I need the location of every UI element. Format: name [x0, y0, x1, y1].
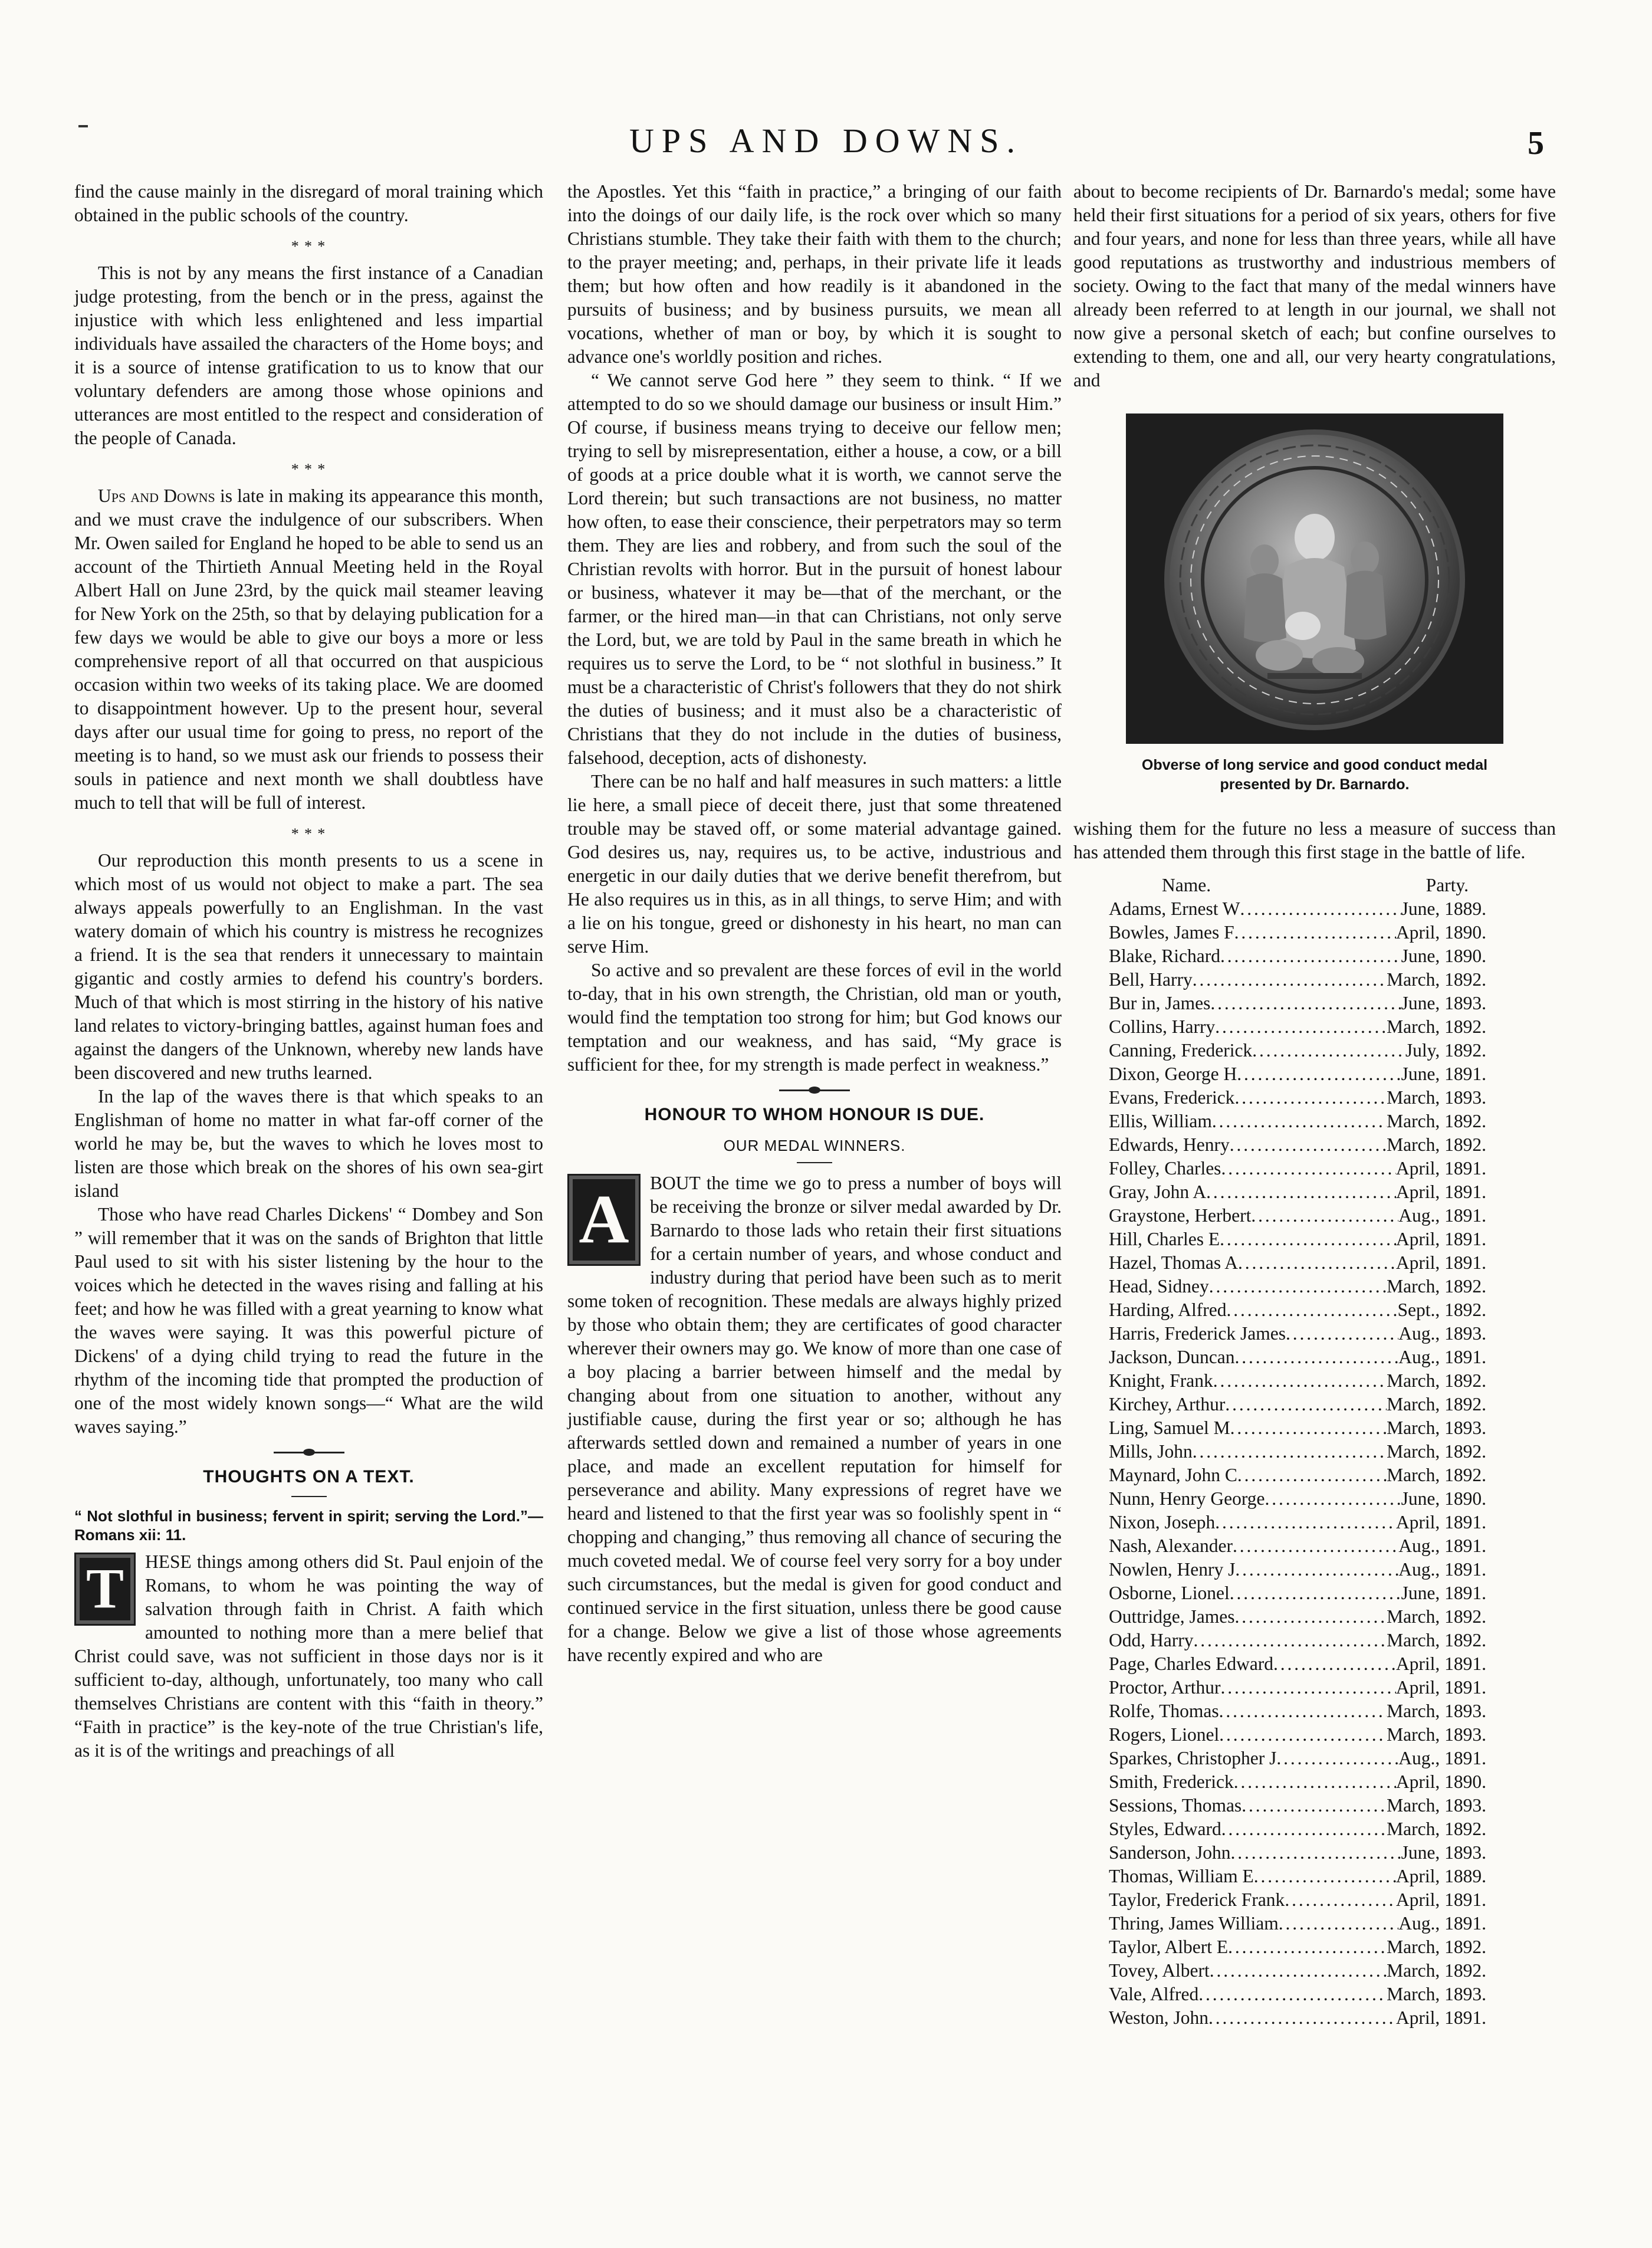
list-item	[1109, 1983, 1486, 2006]
winner-name: Adams, Ernest W	[1109, 898, 1240, 919]
leader-dots	[1237, 1463, 1387, 1487]
list-item	[1109, 1251, 1486, 1275]
winner-name: Nash, Alexander	[1109, 1535, 1233, 1556]
winner-name: Head, Sidney	[1109, 1276, 1209, 1297]
list-item	[1109, 1629, 1486, 1652]
leader-dots	[1221, 1817, 1387, 1841]
winner-name: Weston, John	[1109, 2007, 1208, 2028]
paragraph: find the cause mainly in the disregard of moral training which obtained in the public schools of the country.	[74, 181, 543, 225]
winner-name: Gray, John A	[1109, 1182, 1207, 1202]
winner-name: Edwards, Henry	[1109, 1134, 1230, 1155]
leader-dots	[1234, 1605, 1387, 1629]
winner-party: March, 1892.	[1387, 969, 1486, 990]
paragraph: In the lap of the waves there is that which speaks to an Englishman of home no matter in what far-off corner of the world he may be, but the waves to which he loves most to listen are those which break on the shores of his own sea-girt island	[74, 1086, 543, 1201]
list-item	[1109, 1463, 1486, 1487]
list-item	[1109, 1416, 1486, 1440]
list-item	[1109, 1581, 1486, 1605]
paragraph	[74, 484, 543, 815]
journal-title: UPS AND DOWNS.	[629, 122, 1023, 160]
divider	[797, 1162, 832, 1163]
winner-party: Aug., 1891.	[1398, 1913, 1486, 1934]
paragraph: There can be no half and half measures in such matters: a little lie here, a small piece of deceit there, just that some threatened trouble may be staved off, or some material advantage gained. God desires us, nay, requires us, to be active, industrious and energetic in our daily duties that we derive benefit therefrom, but He also requires us in this, as in all things, to serve Him; and with a lie on his tongue, greed or dishonesty in his heart, no man can serve Him.	[567, 771, 1062, 957]
paragraph: HESE things among others did St. Paul enjoin of the Romans, to whom he was pointing the way of salvation through faith in Christ. A faith which amounted to nothing more than a mere belief that Christ could save, was not sufficient in those days nor is it sufficient to-day, although, unfortunately, too many who call themselves Christians are content with this “faith in theory.” “Faith in practice” is the key-note of the true Christian's life, as it is of the writings and preachings of all	[74, 1551, 543, 1761]
winner-name: Rolfe, Thomas	[1109, 1701, 1219, 1721]
winner-party: March, 1892.	[1387, 1937, 1486, 1957]
list-item	[1109, 1440, 1486, 1463]
journal-name: Ups and Downs	[98, 485, 215, 506]
list-item	[1109, 1204, 1486, 1228]
section-separator: * * *	[291, 825, 327, 842]
winner-name: Ling, Samuel M	[1109, 1417, 1230, 1438]
winner-party: March, 1892.	[1387, 1819, 1486, 1839]
winner-party: Aug., 1891.	[1398, 1535, 1486, 1556]
winner-name: Folley, Charles	[1109, 1158, 1221, 1179]
winner-party: April, 1891.	[1395, 1889, 1486, 1910]
leader-dots	[1210, 1959, 1387, 1983]
winner-name: Outtridge, James	[1109, 1606, 1235, 1627]
winner-party: June, 1891.	[1401, 1064, 1486, 1084]
list-item	[1109, 1723, 1486, 1747]
leader-dots	[1234, 1086, 1387, 1110]
medal-illustration	[1126, 413, 1503, 744]
column-header-party: Party.	[1426, 875, 1469, 895]
list-item	[1109, 1180, 1486, 1204]
winner-name: Blake, Richard	[1109, 946, 1220, 966]
list-item	[1109, 1157, 1486, 1180]
leader-dots	[1240, 897, 1401, 921]
list-item	[1109, 897, 1486, 921]
winner-party: Aug., 1891.	[1398, 1205, 1486, 1226]
ornamental-rule	[779, 1089, 850, 1091]
winner-party: April, 1891.	[1395, 1252, 1486, 1273]
winner-name: Graystone, Herbert	[1109, 1205, 1252, 1226]
section-separator: * * *	[291, 461, 327, 478]
list-item	[1109, 1133, 1486, 1157]
winner-name: Odd, Harry	[1109, 1630, 1194, 1650]
list-item	[1109, 1039, 1486, 1062]
paragraph: wishing them for the future no less a measure of success than has attended them through this first stage in the battle of life.	[1073, 818, 1556, 862]
page-number: 5	[1528, 125, 1544, 162]
winner-name: Tovey, Albert	[1109, 1960, 1210, 1981]
list-item	[1109, 1015, 1486, 1039]
winner-party: April, 1891.	[1395, 1512, 1486, 1532]
leader-dots	[1219, 1699, 1387, 1723]
leader-dots	[1252, 1039, 1405, 1062]
winner-party: Aug., 1893.	[1398, 1323, 1486, 1344]
leader-dots	[1230, 1416, 1387, 1440]
winner-party: July, 1892.	[1405, 1040, 1486, 1061]
list-item	[1109, 1794, 1486, 1817]
list-item	[1109, 1322, 1486, 1345]
leader-dots	[1230, 1133, 1387, 1157]
winner-party: June, 1889.	[1401, 898, 1486, 919]
list-item	[1109, 921, 1486, 944]
list-item	[1109, 1511, 1486, 1534]
ornamental-rule	[274, 1452, 344, 1453]
winner-party: March, 1893.	[1387, 1417, 1486, 1438]
winner-party: March, 1892.	[1387, 1370, 1486, 1391]
winner-name: Evans, Frederick	[1109, 1087, 1235, 1108]
winner-name: Bur in, James	[1109, 993, 1211, 1013]
masthead	[0, 121, 1652, 168]
winner-name: Hazel, Thomas A	[1109, 1252, 1238, 1273]
leader-dots	[1235, 1558, 1398, 1581]
winner-name: Bell, Harry	[1109, 969, 1193, 990]
drop-cap: T	[74, 1553, 136, 1626]
list-item	[1109, 1676, 1486, 1699]
paragraph: Our reproduction this month presents to us a scene in which most of us would not object to make a part. The sea always appeals powerfully to an Englishman. In the vast watery domain of which his country is mistress he recognizes a friend. It is the sea that renders it unnecessary to maintain gigantic and costly armies to defend his country's borders. Much of that which is most stirring in the history of his native land relates to victory-bringing battles, against human foes and against the dangers of the Unknown, whereby new lands have been discovered and new truths learned.	[74, 850, 543, 1083]
winner-name: Sessions, Thomas	[1109, 1795, 1242, 1816]
leader-dots	[1285, 1888, 1396, 1912]
list-header	[1162, 874, 1492, 897]
winner-name: Vale, Alfred	[1109, 1984, 1199, 2004]
winner-party: April, 1891.	[1395, 2007, 1486, 2028]
winner-party: March, 1892.	[1387, 1630, 1486, 1650]
winner-party: April, 1890.	[1395, 922, 1486, 943]
winner-party: March, 1893.	[1387, 1087, 1486, 1108]
leader-dots	[1208, 2006, 1396, 2030]
drop-cap: A	[567, 1174, 641, 1266]
winner-party: March, 1892.	[1387, 1016, 1486, 1037]
winner-party: April, 1890.	[1395, 1771, 1486, 1792]
winner-party: April, 1891.	[1395, 1158, 1486, 1179]
winner-name: Nowlen, Henry J	[1109, 1559, 1236, 1580]
leader-dots	[1198, 1983, 1387, 2006]
winner-name: Taylor, Frederick Frank	[1109, 1889, 1285, 1910]
paragraph: Those who have read Charles Dickens' “ Dombey and Son ” will remember that it was on the sands of Brighton that little Paul used to sit with his sister listening by the hour to the voices which he detected in the waves rising and falling at his feet; and how he was filled with a great yearning to know what the waves were saying. It was this powerful picture of Dickens' of a dying child trying to read the future in the rhythm of the incoming tide that prompted the production of one of the most widely known songs—“ What are the wild waves saying.”	[74, 1204, 543, 1437]
list-item	[1109, 1817, 1486, 1841]
leader-dots	[1213, 1369, 1387, 1393]
winner-party: March, 1893.	[1387, 1701, 1486, 1721]
column-middle	[567, 180, 1062, 1667]
winner-name: Smith, Frederick	[1109, 1771, 1234, 1792]
divider	[291, 1496, 327, 1497]
winner-name: Styles, Edward	[1109, 1819, 1221, 1839]
list-item	[1109, 1086, 1486, 1110]
winner-name: Nunn, Henry George	[1109, 1488, 1265, 1509]
list-item	[1109, 1534, 1486, 1558]
leader-dots	[1220, 1228, 1396, 1251]
leader-dots	[1215, 1015, 1387, 1039]
winner-party: Aug., 1891.	[1398, 1559, 1486, 1580]
list-item	[1109, 1298, 1486, 1322]
winner-name: Jackson, Duncan	[1109, 1347, 1235, 1367]
winner-party: March, 1892.	[1387, 1441, 1486, 1462]
winner-party: March, 1893.	[1387, 1984, 1486, 2004]
leader-dots	[1221, 1157, 1395, 1180]
winner-name: Sanderson, John	[1109, 1842, 1231, 1863]
list-item	[1109, 1275, 1486, 1298]
paragraph-text: is late in making its appearance this month, and we must crave the indulgence of our subscribers. When Mr. Owen sailed for England he hoped to be able to send us an account of the Thirtieth Annual Meeting held in the Royal Albert Hall on June 23rd, by the quick mail steamer leaving for New York on the 25th, so that by delaying publication for a few days we would be able to give our boys a more or less comprehensive report of all that occurred on that auspicious occasion within two weeks of its taking place. We are doomed to disappointment however. Up to the present hour, several days after our usual time for going to press, no report of the meeting is to hand, so we must ask our friends to possess their souls in patience and next month we shall doubtless have much to tell that will be full of interest.	[74, 485, 543, 813]
winner-name: Page, Charles Edward	[1109, 1653, 1274, 1674]
list-item	[1109, 1110, 1486, 1133]
list-item	[1109, 992, 1486, 1015]
winner-name: Hill, Charles E	[1109, 1229, 1220, 1249]
medal-figure	[1126, 413, 1503, 795]
leader-dots	[1193, 1440, 1387, 1463]
winner-party: March, 1892.	[1387, 1111, 1486, 1131]
article-subheading: OUR MEDAL WINNERS.	[723, 1137, 906, 1154]
winner-name: Thring, James William	[1109, 1913, 1279, 1934]
epigraph: “ Not slothful in business; fervent in spirit; serving the Lord.”—Romans xii: 11.	[74, 1507, 543, 1544]
winner-name: Proctor, Arthur	[1109, 1677, 1221, 1698]
column-right	[1073, 180, 1556, 2030]
list-item	[1109, 1770, 1486, 1794]
leader-dots	[1286, 1322, 1398, 1345]
leader-dots	[1233, 1534, 1398, 1558]
leader-dots	[1231, 1841, 1401, 1865]
winner-party: June, 1893.	[1401, 1842, 1486, 1863]
list-item	[1109, 1487, 1486, 1511]
paragraph: This is not by any means the first instance of a Canadian judge protesting, from the bench or in the press, against the injustice with which less enlightened and less impartial individuals have assailed the characters of the Home boys; and it is a source of intense gratification to us to know that our voluntary defenders are among those whose opinions and utterances are most entitled to the respect and consideration of the people of Canada.	[74, 262, 543, 448]
leader-dots	[1234, 1345, 1398, 1369]
winner-party: Sept., 1892.	[1397, 1299, 1486, 1320]
leader-dots	[1238, 1251, 1396, 1275]
leader-dots	[1265, 1487, 1401, 1511]
winner-name: Mills, John	[1109, 1441, 1193, 1462]
winner-party: March, 1892.	[1387, 1394, 1486, 1415]
list-item	[1109, 1345, 1486, 1369]
list-item	[1109, 968, 1486, 992]
paragraph: So active and so prevalent are these forces of evil in the world to-day, that in his own strength, the Christian, old man or youth, would find the temptation too strong for him; but God knows our temptation and our weakness, and has said, “My grace is sufficient for thee, for my strength is made perfect in weakness.”	[567, 960, 1062, 1075]
winner-party: April, 1891.	[1395, 1182, 1486, 1202]
list-item	[1109, 1605, 1486, 1629]
winner-party: March, 1893.	[1387, 1724, 1486, 1745]
winner-name: Maynard, John C	[1109, 1465, 1237, 1485]
article-heading: HONOUR TO WHOM HONOUR IS DUE.	[644, 1105, 985, 1124]
list-item	[1109, 1912, 1486, 1935]
leader-dots	[1219, 1723, 1387, 1747]
winner-name: Harding, Alfred	[1109, 1299, 1227, 1320]
winner-party: Aug., 1891.	[1398, 1748, 1486, 1768]
column-header-name: Name.	[1162, 875, 1211, 895]
winner-party: June, 1891.	[1401, 1583, 1486, 1603]
leader-dots	[1220, 944, 1401, 968]
list-item	[1109, 1393, 1486, 1416]
leader-dots	[1220, 1676, 1395, 1699]
winner-party: April, 1889.	[1395, 1866, 1486, 1886]
leader-dots	[1254, 1865, 1396, 1888]
winner-party: March, 1892.	[1387, 1960, 1486, 1981]
winner-name: Rogers, Lionel	[1109, 1724, 1220, 1745]
list-item	[1109, 1747, 1486, 1770]
leader-dots	[1193, 968, 1387, 992]
winner-party: June, 1890.	[1401, 1488, 1486, 1509]
leader-dots	[1228, 1935, 1387, 1959]
list-item	[1109, 1935, 1486, 1959]
leader-dots	[1242, 1794, 1387, 1817]
winner-name: Taylor, Albert E	[1109, 1937, 1229, 1957]
section-separator: * * *	[291, 238, 327, 255]
list-item	[1109, 1369, 1486, 1393]
paragraph: BOUT the time we go to press a number of boys will be receiving the bronze or silver medal awarded by Dr. Barnardo to those lads who retain their first situations for a certain number of years, and whose conduct and industry during that period have been such as to merit some token of recognition. These medals are always highly prized by those who obtain them; they are certificates of good character wherever their owners may go. We know of more than one case of a boy placing a barrier between himself and the medal by changing about from one situation to another, without any justifiable cause, during the first year or so; although he has afterwards settled down and remained a number of years in one place, and made an excellent reputation for himself for perseverance and ability. Many expressions of regret have we heard and listened to that the first year was so foolishly spent in “ chopping and changing,” thus removing all chance of securing the much coveted medal. We of course feel very sorry for a boy under such circumstances, but the medal is given for good conduct and continued service in the first situation, unless there be good cause for a change. Below we give a list of those whose agreements have recently expired and who are	[567, 1173, 1062, 1665]
leader-dots	[1276, 1747, 1398, 1770]
leader-dots	[1206, 1180, 1396, 1204]
list-item	[1109, 1699, 1486, 1723]
paragraph: “ We cannot serve God here ” they seem to think. “ If we attempted to do so we should damage our business or insult Him.” Of course, if business means trying to deceive our fellow men; trying to sell by misrepresentation, either a house, a cow, or a bill of goods at a price double what it is worth, we cannot serve the Lord therein; but such transactions are not business, no matter how often, to ease their conscience, their perpetrators may so term them. They are lies and robbery, and from such the soul of the Christian revolts with horror. But in the pursuit of honest labour or business, whatever it may be—that of the merchant, or the farmer, or the hired man—in that can Christians, not only serve the Lord, but, we are told by Paul in the same breath in which he requires us to serve the Lord, to be “ not slothful in business.” It must be a characteristic of Christ's followers that they do not shirk the duties of business; and it must also be a characteristic of Christians that they do not include in the duties of business, falsehood, deception, acts of dishonesty.	[567, 370, 1062, 768]
leader-dots	[1230, 1581, 1401, 1605]
paragraph: about to become recipients of Dr. Barnardo's medal; some have held their first situations for a period of six years, others for five and four years, and none for less than three years, while all have good reputations as trustworthy and industrious members of society. Owing to the fact that many of the medal winners have already been referred to at length in our journal, we shall not now give a personal sketch of each; but confine ourselves to extending to them, one and all, our very hearty congratulations, and	[1073, 181, 1556, 390]
winner-party: June, 1893.	[1401, 993, 1486, 1013]
leader-dots	[1210, 992, 1401, 1015]
winner-name: Thomas, William E	[1109, 1866, 1254, 1886]
winner-name: Canning, Frederick	[1109, 1040, 1253, 1061]
winner-name: Osborne, Lionel	[1109, 1583, 1230, 1603]
list-item	[1109, 1062, 1486, 1086]
list-item	[1109, 944, 1486, 968]
winner-party: March, 1892.	[1387, 1276, 1486, 1297]
winner-party: April, 1891.	[1395, 1229, 1486, 1249]
leader-dots	[1234, 921, 1396, 944]
list-item	[1109, 1652, 1486, 1676]
list-item	[1109, 1959, 1486, 1983]
winner-name: Knight, Frank	[1109, 1370, 1213, 1391]
leader-dots	[1273, 1652, 1396, 1676]
paragraph: the Apostles. Yet this “faith in practice,” a bringing of our faith into the doings of our daily life, is the rock over which so many Christians stumble. They take their faith with them to the church; to the prayer meeting; and, perhaps, in their private life it leads them; but how often and how readily is it abandoned in the pursuits of business; and by business pursuits, we mean all vocations, whether of man or boy, by which it is sought to advance one's worldly position and riches.	[567, 181, 1062, 367]
leader-dots	[1225, 1393, 1387, 1416]
column-left	[74, 180, 543, 1763]
list-item	[1109, 1841, 1486, 1865]
list-item	[1109, 1558, 1486, 1581]
winner-party: April, 1891.	[1395, 1653, 1486, 1674]
winner-rows	[1073, 897, 1556, 2030]
figure-caption: Obverse of long service and good conduct medal presented by Dr. Barnardo.	[1141, 757, 1488, 793]
leader-dots	[1215, 1511, 1396, 1534]
winner-name: Dixon, George H	[1109, 1064, 1237, 1084]
leader-dots	[1193, 1629, 1387, 1652]
winner-name: Ellis, William	[1109, 1111, 1212, 1131]
winner-name: Kirchey, Arthur	[1109, 1394, 1226, 1415]
winner-party: March, 1892.	[1387, 1465, 1486, 1485]
winner-name: Sparkes, Christopher J	[1109, 1748, 1277, 1768]
list-item	[1109, 1865, 1486, 1888]
list-item	[1109, 1228, 1486, 1251]
list-item	[1109, 2006, 1486, 2030]
winner-party: March, 1893.	[1387, 1795, 1486, 1816]
leader-dots	[1226, 1298, 1397, 1322]
winner-name: Collins, Harry	[1109, 1016, 1216, 1037]
winner-name: Bowles, James F	[1109, 922, 1234, 943]
list-item	[1109, 1888, 1486, 1912]
leader-dots	[1234, 1770, 1396, 1794]
leader-dots	[1237, 1062, 1401, 1086]
winner-name: Nixon, Joseph	[1109, 1512, 1216, 1532]
winner-party: March, 1892.	[1387, 1134, 1486, 1155]
winner-party: June, 1890.	[1401, 946, 1486, 966]
leader-dots	[1209, 1275, 1387, 1298]
medal-image	[1126, 413, 1503, 744]
winner-party: Aug., 1891.	[1398, 1347, 1486, 1367]
leader-dots	[1279, 1912, 1399, 1935]
winner-name: Harris, Frederick James	[1109, 1323, 1286, 1344]
medal-winners-list	[1073, 874, 1556, 2030]
leader-dots	[1251, 1204, 1398, 1228]
article-heading: THOUGHTS ON A TEXT.	[203, 1467, 415, 1486]
winner-party: April, 1891.	[1395, 1677, 1486, 1698]
winner-party: March, 1892.	[1387, 1606, 1486, 1627]
leader-dots	[1212, 1110, 1387, 1133]
